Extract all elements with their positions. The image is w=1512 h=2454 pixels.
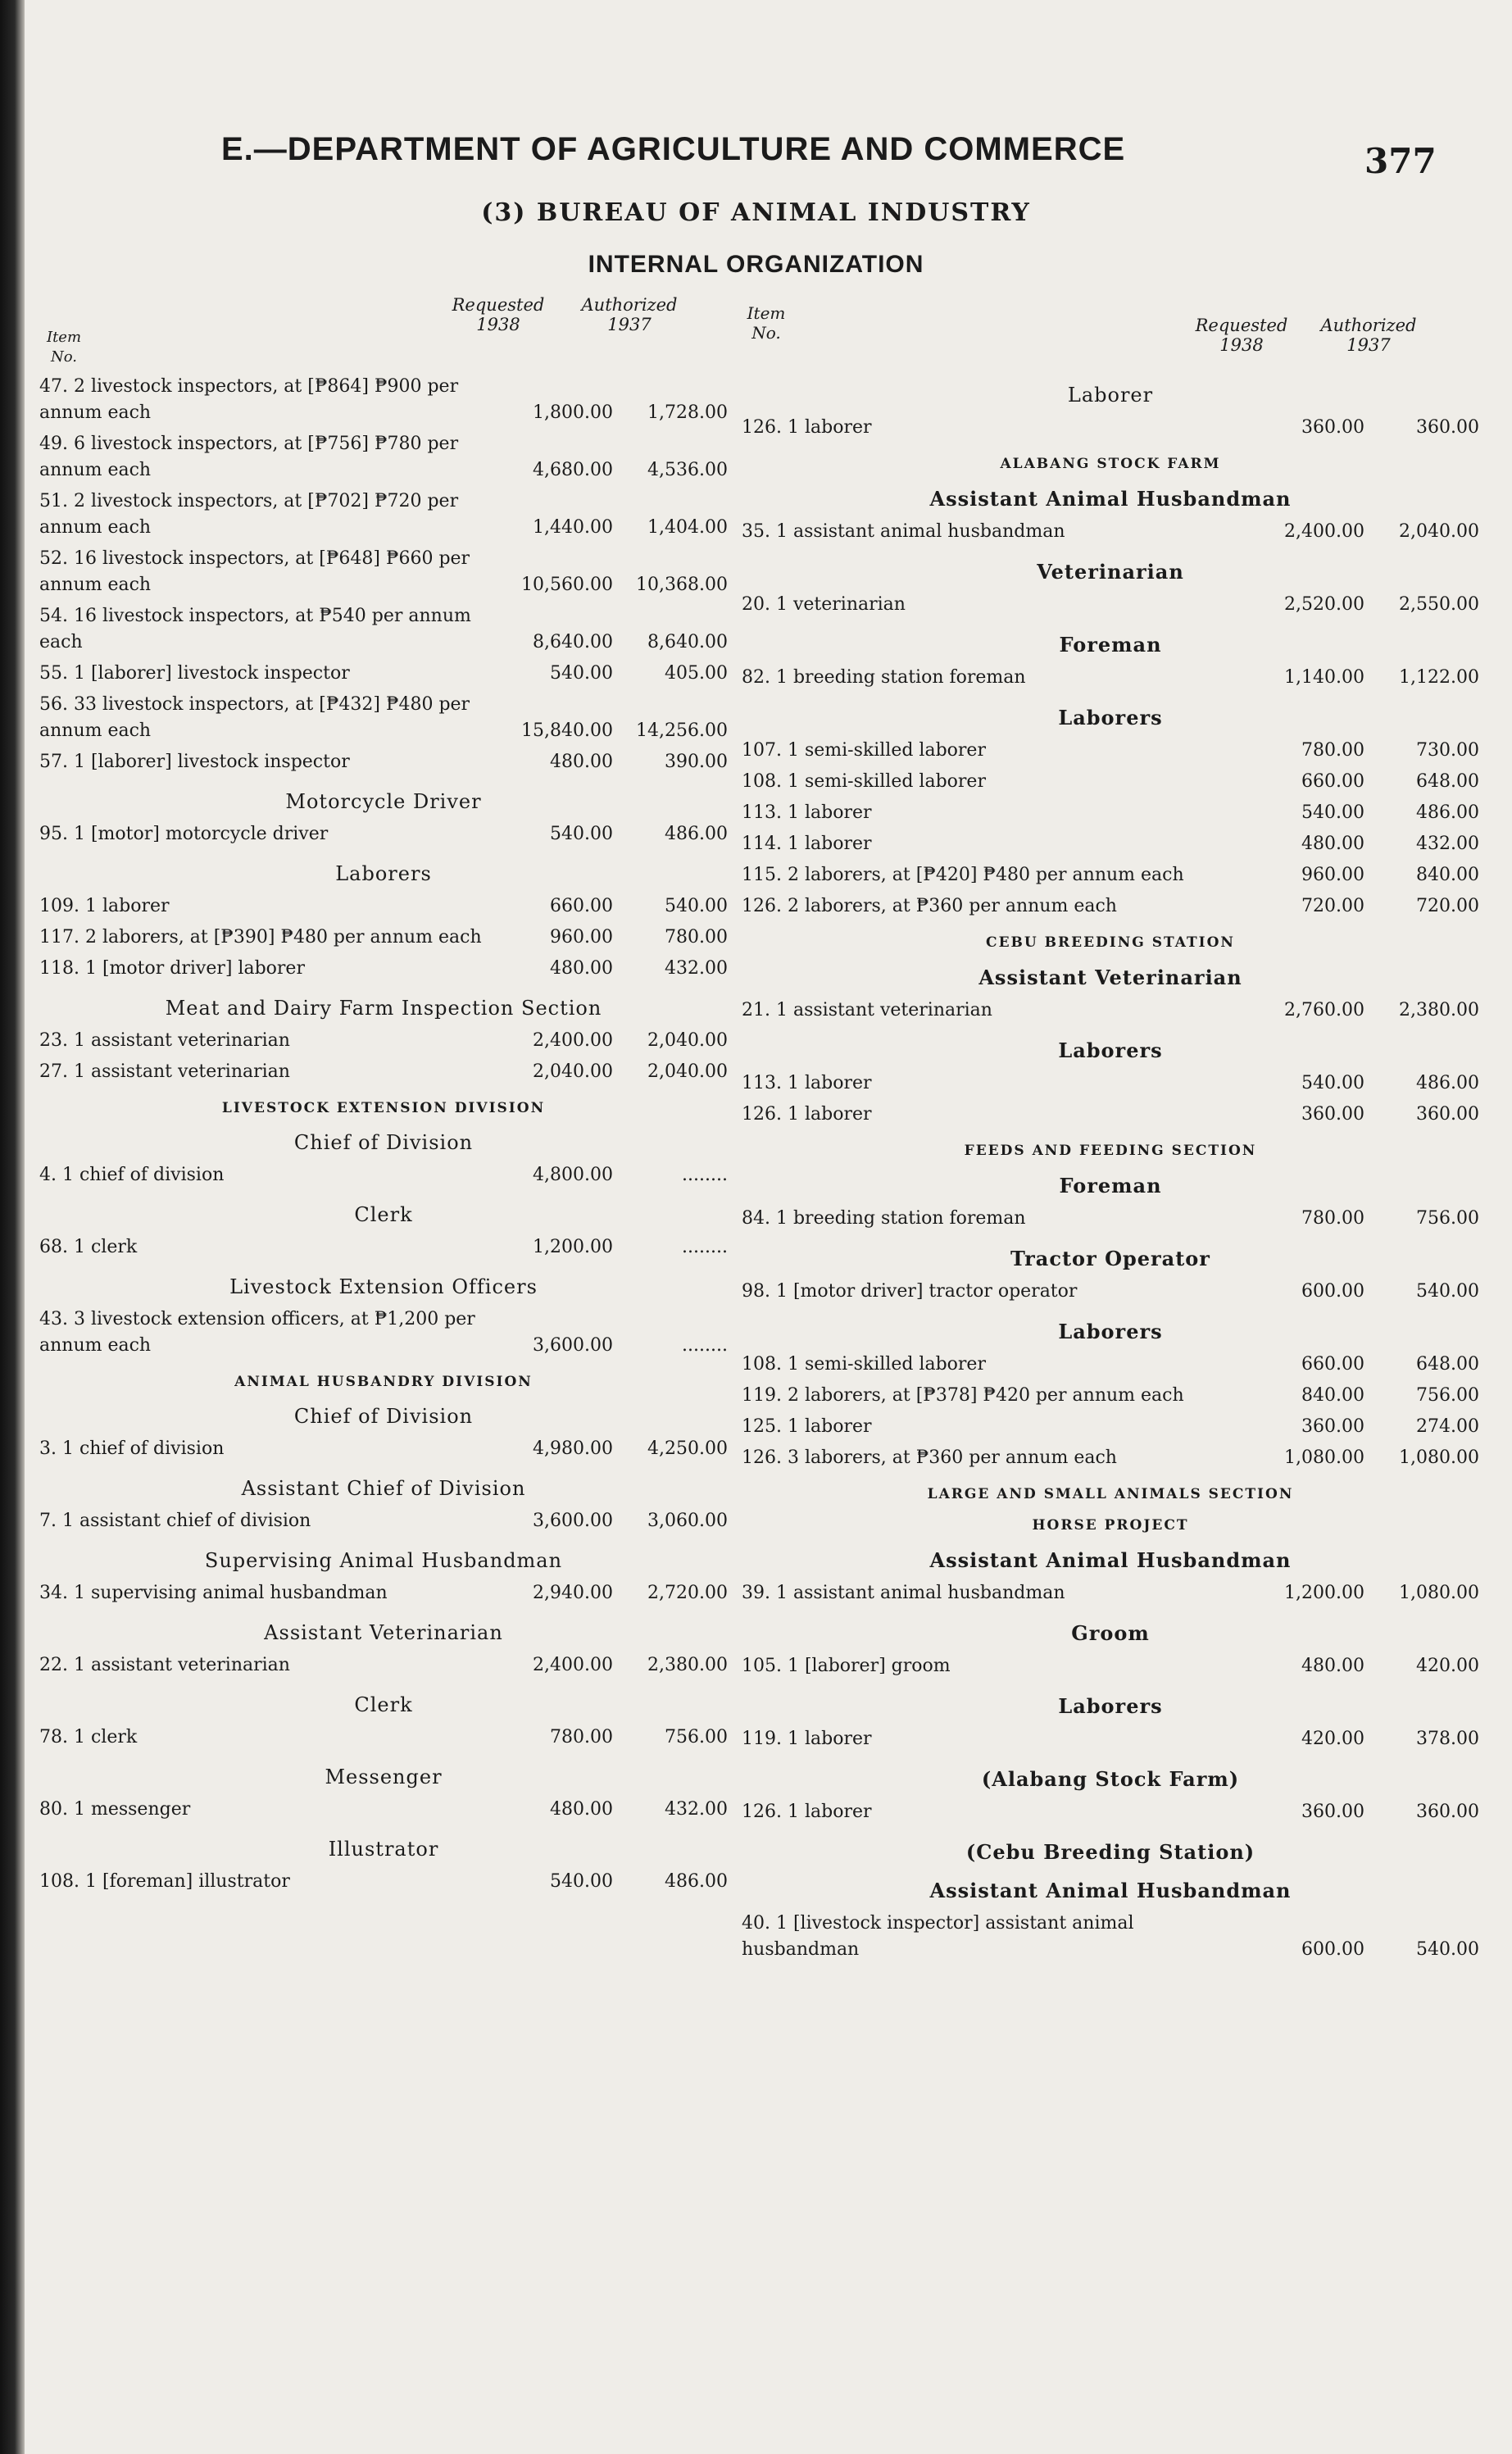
- requested-amount: 540.00: [550, 663, 613, 684]
- requested-amount: 600.00: [1301, 1281, 1364, 1302]
- position-heading: Assistant Animal Husbandman: [929, 1879, 1292, 1902]
- requested-amount: 540.00: [1301, 802, 1364, 823]
- requested-amount: 4,800.00: [533, 1165, 613, 1185]
- authorized-amount: 1,728.00: [647, 402, 728, 423]
- line-item-description: 35. 1 assistant animal husbandman: [742, 521, 1065, 542]
- line-item-description: 56. 33 livestock inspectors, at [₱432] ₱480 per annum each: [39, 694, 470, 741]
- line-item-description: 115. 2 laborers, at [₱420] ₱480 per annum each: [742, 865, 1184, 885]
- requested-amount: 1,200.00: [533, 1237, 613, 1257]
- line-item: [39, 603, 728, 656]
- line-item: [39, 1508, 728, 1534]
- authorized-amount: 274.00: [1416, 1416, 1479, 1437]
- requested-amount: 540.00: [1301, 1073, 1364, 1093]
- requested-amount: 1,200.00: [1284, 1583, 1364, 1603]
- line-item: [39, 1028, 728, 1054]
- requested-amount: 540.00: [550, 1871, 613, 1892]
- requested-amount: 8,640.00: [533, 632, 613, 652]
- position-heading: Assistant Veterinarian: [264, 1621, 503, 1644]
- requested-amount: 2,760.00: [1284, 1000, 1364, 1020]
- line-item: [742, 998, 1479, 1024]
- authorized-amount: 10,368.00: [636, 575, 728, 595]
- line-item: [742, 1102, 1479, 1128]
- line-item-description: 43. 3 livestock extension officers, at ₱1,200 per annum each: [39, 1309, 475, 1356]
- line-item-description: 125. 1 laborer: [742, 1416, 872, 1437]
- line-item-description: 119. 2 laborers, at [₱378] ₱420 per annum each: [742, 1385, 1184, 1406]
- line-item-description: 47. 2 livestock inspectors, at [₱864] ₱900 per annum each: [39, 376, 459, 423]
- authorized-header: Authorized 1937: [581, 295, 678, 334]
- requested-amount: 15,840.00: [521, 720, 613, 741]
- authorized-amount: ........: [682, 1237, 728, 1257]
- line-item: [39, 1725, 728, 1751]
- requested-header: Requested 1938: [452, 295, 545, 334]
- authorized-amount: 540.00: [1416, 1281, 1479, 1302]
- position-heading: Illustrator: [328, 1838, 439, 1861]
- authorized-amount: 2,380.00: [647, 1655, 728, 1675]
- line-item: [39, 1436, 728, 1462]
- authorized-amount: 780.00: [665, 927, 728, 948]
- line-item-description: 113. 1 laborer: [742, 802, 872, 823]
- position-heading: Laborers: [335, 862, 432, 885]
- line-item: [742, 1414, 1479, 1440]
- line-item-description: 80. 1 messenger: [39, 1799, 191, 1820]
- line-item: [742, 1070, 1479, 1097]
- line-item: [742, 1352, 1479, 1378]
- authorized-amount: 360.00: [1416, 1104, 1479, 1125]
- line-item: [742, 1911, 1479, 1963]
- position-heading: Supervising Animal Husbandman: [204, 1549, 563, 1572]
- line-item-description: 119. 1 laborer: [742, 1729, 872, 1749]
- authorized-amount: 486.00: [1416, 802, 1479, 823]
- position-heading: (Cebu Breeding Station): [965, 1840, 1255, 1864]
- line-item-description: 27. 1 assistant veterinarian: [39, 1061, 290, 1082]
- requested-amount: 10,560.00: [521, 575, 613, 595]
- position-heading: Laborers: [1058, 1320, 1163, 1343]
- division-heading: FEEDS AND FEEDING SECTION: [964, 1143, 1257, 1159]
- authorized-amount: 420.00: [1416, 1656, 1479, 1676]
- left-column-header: [39, 295, 728, 369]
- bureau-title: (3) BUREAU OF ANIMAL INDUSTRY: [481, 198, 1031, 227]
- line-item: [742, 862, 1479, 888]
- authorized-amount: 390.00: [665, 752, 728, 772]
- line-item: [742, 519, 1479, 545]
- authorized-amount: 2,380.00: [1399, 1000, 1479, 1020]
- authorized-amount: 1,404.00: [647, 517, 728, 538]
- authorized-amount: 648.00: [1416, 771, 1479, 792]
- position-heading: Groom: [1071, 1621, 1150, 1645]
- authorized-amount: 4,536.00: [647, 460, 728, 480]
- position-heading: Foreman: [1059, 633, 1162, 657]
- line-item-description: 4. 1 chief of division: [39, 1165, 225, 1185]
- line-item: [742, 1206, 1479, 1232]
- line-item: [742, 1653, 1479, 1679]
- line-item: [39, 489, 728, 541]
- requested-amount: 2,400.00: [533, 1030, 613, 1051]
- position-heading: Motorcycle Driver: [285, 790, 482, 813]
- line-item: [39, 893, 728, 920]
- book-spine: [0, 0, 25, 2454]
- position-heading: Clerk: [354, 1203, 413, 1226]
- authorized-amount: 378.00: [1416, 1729, 1479, 1749]
- line-item: [742, 893, 1479, 920]
- authorized-amount: 1,122.00: [1399, 667, 1479, 688]
- line-item-description: 113. 1 laborer: [742, 1073, 872, 1093]
- division-heading: LARGE AND SMALL ANIMALS SECTION: [927, 1486, 1294, 1502]
- requested-amount: 720.00: [1301, 896, 1364, 916]
- position-heading: (Alabang Stock Farm): [981, 1767, 1240, 1791]
- line-item: [39, 546, 728, 598]
- authorized-amount: 756.00: [665, 1727, 728, 1747]
- position-heading: Foreman: [1059, 1174, 1162, 1197]
- requested-amount: 660.00: [1301, 771, 1364, 792]
- position-heading: Laborer: [1067, 384, 1154, 407]
- authorized-amount: 720.00: [1416, 896, 1479, 916]
- authorized-amount: 1,080.00: [1399, 1447, 1479, 1468]
- authorized-amount: 405.00: [665, 663, 728, 684]
- authorized-amount: 486.00: [665, 824, 728, 844]
- item-no-header-right: Item No.: [747, 303, 786, 343]
- requested-amount: 840.00: [1301, 1385, 1364, 1406]
- requested-amount: 480.00: [550, 1799, 613, 1820]
- item-no-header: Item No.: [46, 329, 82, 366]
- line-item-description: 118. 1 [motor driver] laborer: [39, 958, 305, 979]
- position-heading: Assistant Chief of Division: [241, 1477, 526, 1500]
- line-item: [39, 1059, 728, 1085]
- line-item: [39, 374, 728, 426]
- position-heading: Assistant Animal Husbandman: [929, 487, 1292, 511]
- authorized-amount: 648.00: [1416, 1354, 1479, 1375]
- position-heading: Laborers: [1058, 1038, 1163, 1062]
- line-item: [742, 769, 1479, 795]
- division-heading: ALABANG STOCK FARM: [1000, 456, 1221, 472]
- authorized-amount: ........: [682, 1335, 728, 1356]
- line-item-description: 23. 1 assistant veterinarian: [39, 1030, 290, 1051]
- line-item-description: 108. 1 semi-skilled laborer: [742, 771, 986, 792]
- authorized-amount: 2,720.00: [647, 1583, 728, 1603]
- authorized-amount: 3,060.00: [647, 1511, 728, 1531]
- requested-amount: 780.00: [550, 1727, 613, 1747]
- line-item-description: 7. 1 assistant chief of division: [39, 1511, 311, 1531]
- line-item: [742, 592, 1479, 618]
- line-item-description: 57. 1 [laborer] livestock inspector: [39, 752, 350, 772]
- requested-amount: 4,980.00: [533, 1438, 613, 1459]
- authorized-amount: ........: [682, 1165, 728, 1185]
- requested-amount: 420.00: [1301, 1729, 1364, 1749]
- line-item-description: 126. 3 laborers, at ₱360 per annum each: [742, 1447, 1117, 1468]
- authorized-amount: 2,040.00: [647, 1030, 728, 1051]
- requested-amount: 540.00: [550, 824, 613, 844]
- line-item-description: 108. 1 [foreman] illustrator: [39, 1871, 290, 1892]
- authorized-amount: 8,640.00: [647, 632, 728, 652]
- division-heading: HORSE PROJECT: [1032, 1517, 1189, 1534]
- line-item: [742, 1279, 1479, 1305]
- requested-amount: 480.00: [1301, 834, 1364, 854]
- line-item-description: 49. 6 livestock inspectors, at [₱756] ₱780 per annum each: [39, 434, 459, 480]
- line-item: [742, 831, 1479, 857]
- line-item-description: 105. 1 [laborer] groom: [742, 1656, 951, 1676]
- requested-amount: 2,400.00: [533, 1655, 613, 1675]
- line-item: [39, 661, 728, 687]
- authorized-header-right: Authorized 1937: [1320, 316, 1417, 355]
- requested-amount: 480.00: [550, 958, 613, 979]
- line-item-description: 126. 1 laborer: [742, 417, 872, 438]
- authorized-amount: 540.00: [1416, 1939, 1479, 1960]
- line-item-description: 52. 16 livestock inspectors, at [₱648] ₱660 per annum each: [39, 548, 470, 595]
- line-item: [742, 800, 1479, 826]
- division-heading: LIVESTOCK EXTENSION DIVISION: [221, 1100, 546, 1116]
- line-item: [39, 431, 728, 484]
- line-item: [742, 738, 1479, 764]
- line-item-description: 84. 1 breeding station foreman: [742, 1208, 1026, 1229]
- line-item: [39, 692, 728, 744]
- line-item: [39, 1234, 728, 1261]
- line-item-description: 22. 1 assistant veterinarian: [39, 1655, 290, 1675]
- line-item-description: 39. 1 assistant animal husbandman: [742, 1583, 1065, 1603]
- requested-amount: 780.00: [1301, 1208, 1364, 1229]
- position-heading: Meat and Dairy Farm Inspection Section: [165, 997, 602, 1020]
- requested-amount: 480.00: [550, 752, 613, 772]
- requested-amount: 480.00: [1301, 1656, 1364, 1676]
- requested-amount: 1,140.00: [1284, 667, 1364, 688]
- authorized-amount: 540.00: [665, 896, 728, 916]
- requested-amount: 2,400.00: [1284, 521, 1364, 542]
- requested-amount: 1,080.00: [1284, 1447, 1364, 1468]
- line-item: [742, 665, 1479, 691]
- line-item-description: 108. 1 semi-skilled laborer: [742, 1354, 986, 1375]
- requested-amount: 1,800.00: [533, 402, 613, 423]
- requested-amount: 660.00: [1301, 1354, 1364, 1375]
- position-heading: Chief of Division: [293, 1131, 474, 1154]
- authorized-amount: 14,256.00: [636, 720, 728, 741]
- requested-amount: 2,940.00: [533, 1583, 613, 1603]
- authorized-amount: 756.00: [1416, 1385, 1479, 1406]
- requested-amount: 600.00: [1301, 1939, 1364, 1960]
- line-item: [39, 956, 728, 982]
- section-title: INTERNAL ORGANIZATION: [588, 251, 924, 278]
- authorized-amount: 2,040.00: [1399, 521, 1479, 542]
- division-heading: ANIMAL HUSBANDRY DIVISION: [234, 1374, 533, 1390]
- line-item-description: 40. 1 [livestock inspector] assistant animal husbandman: [742, 1913, 1134, 1960]
- line-item-description: 117. 2 laborers, at [₱390] ₱480 per annum each: [39, 927, 482, 948]
- authorized-amount: 432.00: [665, 1799, 728, 1820]
- line-item-description: 3. 1 chief of division: [39, 1438, 225, 1459]
- position-heading: Assistant Animal Husbandman: [929, 1548, 1292, 1572]
- position-heading: Tractor Operator: [1010, 1247, 1210, 1270]
- line-item-description: 78. 1 clerk: [39, 1727, 138, 1747]
- authorized-amount: 840.00: [1416, 865, 1479, 885]
- requested-amount: 2,520.00: [1284, 594, 1364, 615]
- line-item: [742, 415, 1479, 441]
- position-heading: Laborers: [1058, 1694, 1163, 1718]
- position-heading: Messenger: [325, 1766, 443, 1788]
- requested-amount: 960.00: [1301, 865, 1364, 885]
- position-heading: Assistant Veterinarian: [978, 966, 1242, 989]
- left-column: [39, 295, 728, 1900]
- line-item: [39, 1652, 728, 1679]
- authorized-amount: 730.00: [1416, 740, 1479, 761]
- line-item-description: 126. 2 laborers, at ₱360 per annum each: [742, 896, 1117, 916]
- line-item-description: 126. 1 laborer: [742, 1802, 872, 1822]
- line-item-description: 34. 1 supervising animal husbandman: [39, 1583, 388, 1603]
- line-item: [742, 1799, 1479, 1825]
- line-item-description: 107. 1 semi-skilled laborer: [742, 740, 986, 761]
- line-item-description: 114. 1 laborer: [742, 834, 872, 854]
- line-item: [39, 749, 728, 775]
- line-item-description: 54. 16 livestock inspectors, at ₱540 per annum each: [39, 606, 471, 652]
- line-item: [742, 1383, 1479, 1409]
- position-heading: Laborers: [1058, 706, 1163, 729]
- line-item: [39, 925, 728, 951]
- page-number: 377: [1364, 141, 1437, 181]
- line-item: [742, 1726, 1479, 1752]
- authorized-amount: 432.00: [665, 958, 728, 979]
- requested-amount: 360.00: [1301, 1104, 1364, 1125]
- line-item-description: 109. 1 laborer: [39, 896, 170, 916]
- line-item: [39, 821, 728, 848]
- authorized-amount: 486.00: [1416, 1073, 1479, 1093]
- line-item: [39, 1797, 728, 1823]
- line-item: [39, 1162, 728, 1188]
- right-column-header: [742, 295, 1479, 369]
- authorized-amount: 486.00: [665, 1871, 728, 1892]
- requested-amount: 2,040.00: [533, 1061, 613, 1082]
- position-heading: Livestock Extension Officers: [229, 1275, 538, 1298]
- authorized-amount: 2,040.00: [647, 1061, 728, 1082]
- line-item: [39, 1307, 728, 1359]
- requested-amount: 960.00: [550, 927, 613, 948]
- line-item-description: 95. 1 [motor] motorcycle driver: [39, 824, 329, 844]
- requested-amount: 3,600.00: [533, 1511, 613, 1531]
- requested-amount: 4,680.00: [533, 460, 613, 480]
- line-item-description: 55. 1 [laborer] livestock inspector: [39, 663, 350, 684]
- authorized-amount: 360.00: [1416, 417, 1479, 438]
- position-heading: Chief of Division: [293, 1405, 474, 1428]
- line-item: [39, 1580, 728, 1606]
- right-column: [742, 295, 1479, 1968]
- position-heading: Clerk: [354, 1693, 413, 1716]
- requested-header-right: Requested 1938: [1195, 316, 1288, 355]
- line-item: [39, 1869, 728, 1895]
- authorized-amount: 360.00: [1416, 1802, 1479, 1822]
- requested-amount: 660.00: [550, 896, 613, 916]
- authorized-amount: 432.00: [1416, 834, 1479, 854]
- authorized-amount: 4,250.00: [647, 1438, 728, 1459]
- requested-amount: 360.00: [1301, 1416, 1364, 1437]
- line-item: [742, 1580, 1479, 1606]
- requested-amount: 360.00: [1301, 417, 1364, 438]
- line-item-description: 68. 1 clerk: [39, 1237, 138, 1257]
- line-item: [742, 1445, 1479, 1471]
- requested-amount: 780.00: [1301, 740, 1364, 761]
- position-heading: Veterinarian: [1037, 560, 1184, 584]
- authorized-amount: 1,080.00: [1399, 1583, 1479, 1603]
- line-item-description: 21. 1 assistant veterinarian: [742, 1000, 992, 1020]
- requested-amount: 3,600.00: [533, 1335, 613, 1356]
- requested-amount: 1,440.00: [533, 517, 613, 538]
- requested-amount: 360.00: [1301, 1802, 1364, 1822]
- authorized-amount: 756.00: [1416, 1208, 1479, 1229]
- line-item-description: 51. 2 livestock inspectors, at [₱702] ₱720 per annum each: [39, 491, 459, 538]
- page-header: E.—DEPARTMENT OF AGRICULTURE AND COMMERCE: [221, 131, 1126, 167]
- line-item-description: 126. 1 laborer: [742, 1104, 872, 1125]
- division-heading: CEBU BREEDING STATION: [986, 934, 1235, 951]
- line-item-description: 82. 1 breeding station foreman: [742, 667, 1026, 688]
- authorized-amount: 2,550.00: [1399, 594, 1479, 615]
- line-item-description: 98. 1 [motor driver] tractor operator: [742, 1281, 1078, 1302]
- line-item-description: 20. 1 veterinarian: [742, 594, 906, 615]
